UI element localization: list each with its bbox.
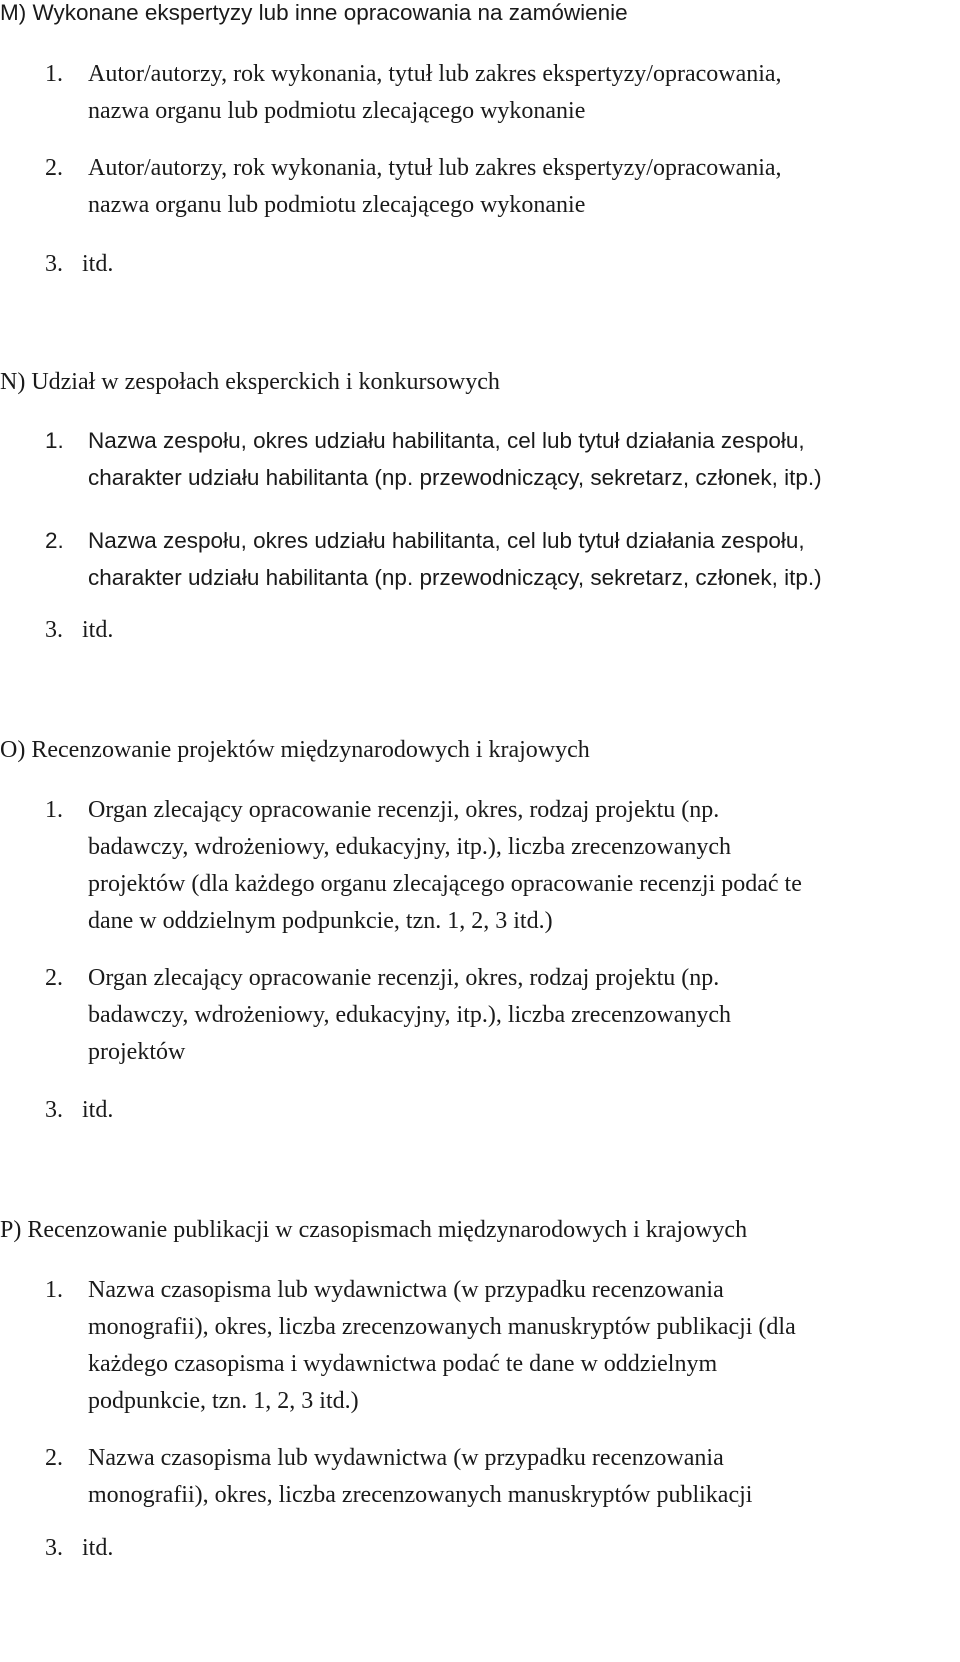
- item-number: 1.: [45, 1277, 63, 1303]
- item-line: itd.: [82, 617, 114, 643]
- item-line: charakter udziału habilitanta (np. przewodniczący, sekretarz, członek, itp.): [88, 565, 822, 590]
- item-line: charakter udziału habilitanta (np. przewodniczący, sekretarz, członek, itp.): [88, 465, 822, 490]
- item-number: 3.: [45, 1535, 63, 1561]
- item-line: każdego czasopisma i wydawnictwa podać te dane w oddzielnym: [88, 1351, 718, 1377]
- item-line: monografii), okres, liczba zrecenzowanych manuskryptów publikacji: [88, 1482, 753, 1508]
- item-text: [82, 612, 942, 649]
- item-line: Nazwa zespołu, okres udziału habilitanta, cel lub tytuł działania zespołu,: [88, 428, 805, 453]
- item-text: [88, 792, 948, 940]
- item-text: [88, 56, 948, 130]
- item-number: 2.: [45, 528, 64, 553]
- item-number: 2.: [45, 1445, 63, 1471]
- item-line: dane w oddzielnym podpunkcie, tzn. 1, 2, 3 itd.): [88, 908, 553, 934]
- item-number: 2.: [45, 155, 63, 181]
- item-line: podpunkcie, tzn. 1, 2, 3 itd.): [88, 1388, 359, 1414]
- item-text: [88, 960, 948, 1071]
- item-line: Nazwa czasopisma lub wydawnictwa (w przypadku recenzowania: [88, 1277, 724, 1303]
- item-line: nazwa organu lub podmiotu zlecającego wykonanie: [88, 192, 586, 218]
- section-o-heading: O) Recenzowanie projektów międzynarodowych i krajowych: [0, 737, 590, 763]
- item-line: badawczy, wdrożeniowy, edukacyjny, itp.), liczba zrecenzowanych: [88, 834, 732, 860]
- item-text: [88, 150, 948, 224]
- item-line: badawczy, wdrożeniowy, edukacyjny, itp.), liczba zrecenzowanych: [88, 1002, 732, 1028]
- item-line: Autor/autorzy, rok wykonania, tytuł lub zakres ekspertyzy/opracowania,: [88, 155, 782, 181]
- item-line: Organ zlecający opracowanie recenzji, okres, rodzaj projektu (np.: [88, 797, 720, 823]
- item-line: Autor/autorzy, rok wykonania, tytuł lub zakres ekspertyzy/opracowania,: [88, 61, 782, 87]
- item-number: 1.: [45, 428, 64, 453]
- item-text: [88, 522, 948, 596]
- item-line: monografii), okres, liczba zrecenzowanych manuskryptów publikacji (dla: [88, 1314, 796, 1340]
- item-line: Nazwa czasopisma lub wydawnictwa (w przypadku recenzowania: [88, 1445, 724, 1471]
- item-line: Organ zlecający opracowanie recenzji, okres, rodzaj projektu (np.: [88, 965, 720, 991]
- item-line: itd.: [82, 251, 114, 277]
- item-number: 3.: [45, 251, 63, 277]
- section-m-heading: M) Wykonane ekspertyzy lub inne opracowania na zamówienie: [0, 0, 628, 25]
- item-line: projektów (dla każdego organu zlecającego opracowanie recenzji podać te: [88, 871, 802, 897]
- item-text: [82, 246, 942, 283]
- item-text: [82, 1092, 942, 1129]
- item-text: [82, 1530, 942, 1567]
- section-n-heading: N) Udział w zespołach eksperckich i konkursowych: [0, 369, 500, 395]
- item-text: [88, 422, 948, 496]
- item-line: Nazwa zespołu, okres udziału habilitanta, cel lub tytuł działania zespołu,: [88, 528, 805, 553]
- item-text: [88, 1440, 948, 1514]
- item-number: 3.: [45, 617, 63, 643]
- item-number: 1.: [45, 61, 63, 87]
- item-number: 2.: [45, 965, 63, 991]
- item-number: 1.: [45, 797, 63, 823]
- item-number: 3.: [45, 1097, 63, 1123]
- item-line: nazwa organu lub podmiotu zlecającego wykonanie: [88, 98, 586, 124]
- item-line: itd.: [82, 1097, 114, 1123]
- item-line: itd.: [82, 1535, 114, 1561]
- item-text: [88, 1272, 948, 1420]
- item-line: projektów: [88, 1039, 186, 1065]
- section-p-heading: P) Recenzowanie publikacji w czasopismach międzynarodowych i krajowych: [0, 1217, 748, 1243]
